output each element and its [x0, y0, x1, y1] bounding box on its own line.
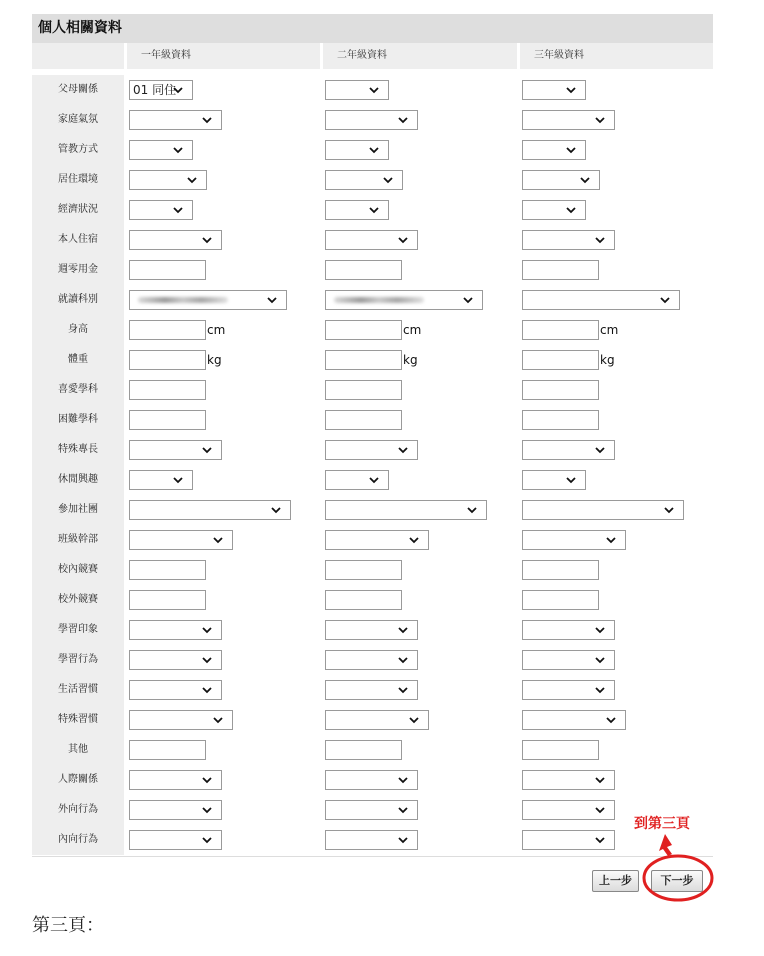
dropdown-select[interactable] — [129, 800, 222, 820]
chevron-down-icon — [605, 714, 617, 726]
dropdown-select[interactable] — [522, 500, 684, 520]
chevron-down-icon — [397, 804, 409, 816]
row-label: 班級幹部 — [32, 525, 124, 555]
dropdown-select[interactable] — [522, 650, 615, 670]
dropdown-select[interactable] — [522, 770, 615, 790]
dropdown-select[interactable] — [522, 200, 586, 220]
chevron-down-icon — [172, 474, 184, 486]
form-row — [32, 495, 713, 525]
footer-divider — [32, 856, 713, 857]
dropdown-select[interactable] — [325, 680, 418, 700]
chevron-down-icon — [201, 834, 213, 846]
column-header-year1: 一年級資料 — [127, 43, 320, 69]
redacted-value — [334, 297, 424, 303]
chevron-down-icon — [594, 684, 606, 696]
chevron-down-icon — [172, 204, 184, 216]
form-row — [32, 825, 713, 855]
form-row — [32, 705, 713, 735]
chevron-down-icon — [594, 114, 606, 126]
dropdown-select[interactable] — [325, 290, 483, 310]
dropdown-select[interactable] — [522, 140, 586, 160]
form-row — [32, 435, 713, 465]
dropdown-select[interactable] — [522, 470, 586, 490]
dropdown-select[interactable] — [129, 470, 193, 490]
unit-label: kg — [600, 353, 615, 367]
unit-label: kg — [207, 353, 222, 367]
chevron-down-icon — [172, 144, 184, 156]
row-label: 家庭氣氛 — [32, 105, 124, 135]
next-step-button[interactable]: 下一步 — [651, 870, 703, 892]
column-header-year2: 二年級資料 — [323, 43, 517, 69]
chevron-down-icon — [212, 534, 224, 546]
dropdown-select[interactable] — [522, 620, 615, 640]
dropdown-select[interactable] — [129, 440, 222, 460]
chevron-down-icon — [663, 504, 675, 516]
chevron-down-icon — [201, 774, 213, 786]
prev-step-button[interactable]: 上一步 — [592, 870, 639, 892]
dropdown-select[interactable] — [522, 680, 615, 700]
row-label: 其他 — [32, 735, 124, 765]
form-row — [32, 105, 713, 135]
chevron-down-icon — [397, 444, 409, 456]
text-input[interactable] — [325, 380, 402, 400]
dropdown-select[interactable] — [129, 530, 233, 550]
row-label: 學習印象 — [32, 615, 124, 645]
dropdown-select[interactable] — [129, 770, 222, 790]
dropdown-select[interactable] — [129, 80, 193, 100]
chevron-down-icon — [594, 234, 606, 246]
row-label: 父母關係 — [32, 75, 124, 105]
form-row — [32, 405, 713, 435]
row-label: 經濟狀況 — [32, 195, 124, 225]
text-input[interactable] — [325, 320, 402, 340]
chevron-down-icon — [594, 804, 606, 816]
chevron-down-icon — [270, 504, 282, 516]
dropdown-select[interactable] — [325, 800, 418, 820]
row-label: 本人住宿 — [32, 225, 124, 255]
chevron-down-icon — [594, 774, 606, 786]
dropdown-select[interactable] — [522, 830, 615, 850]
highlight-circle — [644, 856, 712, 900]
text-input[interactable] — [325, 590, 402, 610]
chevron-down-icon — [172, 84, 184, 96]
text-input[interactable] — [129, 260, 206, 280]
form-row — [32, 675, 713, 705]
chevron-down-icon — [565, 84, 577, 96]
text-input[interactable] — [129, 350, 206, 370]
chevron-down-icon — [368, 144, 380, 156]
column-header-year3: 三年級資料 — [520, 43, 713, 69]
chevron-down-icon — [382, 174, 394, 186]
chevron-down-icon — [212, 714, 224, 726]
chevron-down-icon — [565, 474, 577, 486]
chevron-down-icon — [605, 534, 617, 546]
row-label: 特殊專長 — [32, 435, 124, 465]
unit-label: cm — [207, 323, 226, 337]
form-row — [32, 375, 713, 405]
dropdown-select[interactable] — [522, 710, 626, 730]
dropdown-select[interactable] — [325, 650, 418, 670]
text-input[interactable] — [129, 320, 206, 340]
text-input[interactable] — [325, 560, 402, 580]
row-label: 特殊習慣 — [32, 705, 124, 735]
selected-value: 01 同住 — [133, 83, 177, 97]
dropdown-select[interactable] — [129, 290, 287, 310]
dropdown-select[interactable] — [129, 500, 291, 520]
unit-label: kg — [403, 353, 418, 367]
text-input[interactable] — [522, 410, 599, 430]
section-title: 個人相關資料 — [32, 14, 713, 43]
dropdown-select[interactable] — [129, 710, 233, 730]
form-row — [32, 585, 713, 615]
annotation-label: 到第三頁 — [634, 816, 690, 832]
row-label: 生活習慣 — [32, 675, 124, 705]
page-note: 第三頁： — [32, 915, 104, 936]
dropdown-select[interactable] — [325, 170, 403, 190]
text-input[interactable] — [522, 560, 599, 580]
chevron-down-icon — [466, 504, 478, 516]
chevron-down-icon — [201, 624, 213, 636]
dropdown-select[interactable] — [129, 200, 193, 220]
dropdown-select[interactable] — [129, 620, 222, 640]
dropdown-select[interactable] — [325, 110, 418, 130]
row-label: 困難學科 — [32, 405, 124, 435]
text-input[interactable] — [325, 260, 402, 280]
chevron-down-icon — [368, 84, 380, 96]
row-label: 喜愛學科 — [32, 375, 124, 405]
chevron-down-icon — [594, 624, 606, 636]
text-input[interactable] — [129, 380, 206, 400]
text-input[interactable] — [129, 740, 206, 760]
dropdown-select[interactable] — [522, 800, 615, 820]
chevron-down-icon — [186, 174, 198, 186]
text-input[interactable] — [325, 350, 402, 370]
text-input[interactable] — [522, 380, 599, 400]
row-label: 就讀科別 — [32, 285, 124, 315]
dropdown-select[interactable] — [522, 80, 586, 100]
dropdown-select[interactable] — [325, 500, 487, 520]
row-label: 體重 — [32, 345, 124, 375]
row-label: 校外競賽 — [32, 585, 124, 615]
dropdown-select[interactable] — [325, 530, 429, 550]
chevron-down-icon — [201, 654, 213, 666]
redacted-value — [138, 297, 228, 303]
dropdown-select[interactable] — [325, 440, 418, 460]
chevron-down-icon — [408, 534, 420, 546]
unit-label: cm — [600, 323, 619, 337]
form-row — [32, 795, 713, 825]
chevron-down-icon — [201, 114, 213, 126]
form-row — [32, 165, 713, 195]
chevron-down-icon — [201, 444, 213, 456]
text-input[interactable] — [325, 740, 402, 760]
dropdown-select[interactable] — [325, 830, 418, 850]
chevron-down-icon — [397, 114, 409, 126]
dropdown-select[interactable] — [325, 80, 389, 100]
chevron-down-icon — [201, 804, 213, 816]
chevron-down-icon — [659, 294, 671, 306]
form-row — [32, 285, 713, 315]
form-row — [32, 315, 713, 345]
chevron-down-icon — [266, 294, 278, 306]
chevron-down-icon — [462, 294, 474, 306]
form-row — [32, 765, 713, 795]
column-header-row — [32, 43, 713, 69]
form-row — [32, 555, 713, 585]
text-input[interactable] — [522, 590, 599, 610]
chevron-down-icon — [201, 684, 213, 696]
text-input[interactable] — [325, 410, 402, 430]
row-label: 身高 — [32, 315, 124, 345]
dropdown-select[interactable] — [522, 290, 680, 310]
form-row — [32, 225, 713, 255]
form-row — [32, 345, 713, 375]
chevron-down-icon — [368, 474, 380, 486]
form-row — [32, 195, 713, 225]
text-input[interactable] — [129, 560, 206, 580]
text-input[interactable] — [522, 260, 599, 280]
row-label: 休閒興趣 — [32, 465, 124, 495]
unit-label: cm — [403, 323, 422, 337]
dropdown-select[interactable] — [325, 200, 389, 220]
dropdown-select[interactable] — [129, 140, 193, 160]
form-row — [32, 465, 713, 495]
dropdown-select[interactable] — [325, 770, 418, 790]
row-label: 學習行為 — [32, 645, 124, 675]
row-label: 人際關係 — [32, 765, 124, 795]
dropdown-select[interactable] — [522, 530, 626, 550]
chevron-down-icon — [594, 444, 606, 456]
chevron-down-icon — [579, 174, 591, 186]
form-row — [32, 735, 713, 765]
text-input[interactable] — [522, 740, 599, 760]
chevron-down-icon — [397, 684, 409, 696]
form-row — [32, 135, 713, 165]
dropdown-select[interactable] — [325, 620, 418, 640]
text-input[interactable] — [522, 350, 599, 370]
chevron-down-icon — [565, 204, 577, 216]
dropdown-select[interactable] — [129, 230, 222, 250]
chevron-down-icon — [397, 834, 409, 846]
text-input[interactable] — [129, 410, 206, 430]
dropdown-select[interactable] — [325, 140, 389, 160]
dropdown-select[interactable] — [129, 110, 222, 130]
dropdown-select[interactable] — [522, 170, 600, 190]
form-row — [32, 255, 713, 285]
chevron-down-icon — [397, 654, 409, 666]
chevron-down-icon — [565, 144, 577, 156]
form-row — [32, 615, 713, 645]
chevron-down-icon — [594, 834, 606, 846]
row-label: 校內競賽 — [32, 555, 124, 585]
dropdown-select[interactable] — [325, 710, 429, 730]
dropdown-select[interactable] — [129, 170, 207, 190]
dropdown-select[interactable] — [129, 680, 222, 700]
dropdown-select[interactable] — [522, 110, 615, 130]
chevron-down-icon — [397, 234, 409, 246]
row-label: 參加社團 — [32, 495, 124, 525]
form-row — [32, 525, 713, 555]
row-label: 居住環境 — [32, 165, 124, 195]
row-label: 管教方式 — [32, 135, 124, 165]
header-label-cell — [32, 43, 124, 69]
row-label: 外向行為 — [32, 795, 124, 825]
row-label: 週零用金 — [32, 255, 124, 285]
chevron-down-icon — [368, 204, 380, 216]
text-input[interactable] — [522, 320, 599, 340]
chevron-down-icon — [408, 714, 420, 726]
dropdown-select[interactable] — [129, 830, 222, 850]
form-row — [32, 645, 713, 675]
form-row — [32, 75, 713, 105]
chevron-down-icon — [201, 234, 213, 246]
dropdown-select[interactable] — [522, 440, 615, 460]
annotation-marks — [640, 826, 724, 902]
text-input[interactable] — [129, 590, 206, 610]
dropdown-select[interactable] — [325, 470, 389, 490]
dropdown-select[interactable] — [129, 650, 222, 670]
chevron-down-icon — [397, 624, 409, 636]
dropdown-select[interactable] — [522, 230, 615, 250]
pointer-arrow-icon — [659, 834, 672, 856]
dropdown-select[interactable] — [325, 230, 418, 250]
chevron-down-icon — [397, 774, 409, 786]
row-label: 內向行為 — [32, 825, 124, 855]
chevron-down-icon — [594, 654, 606, 666]
